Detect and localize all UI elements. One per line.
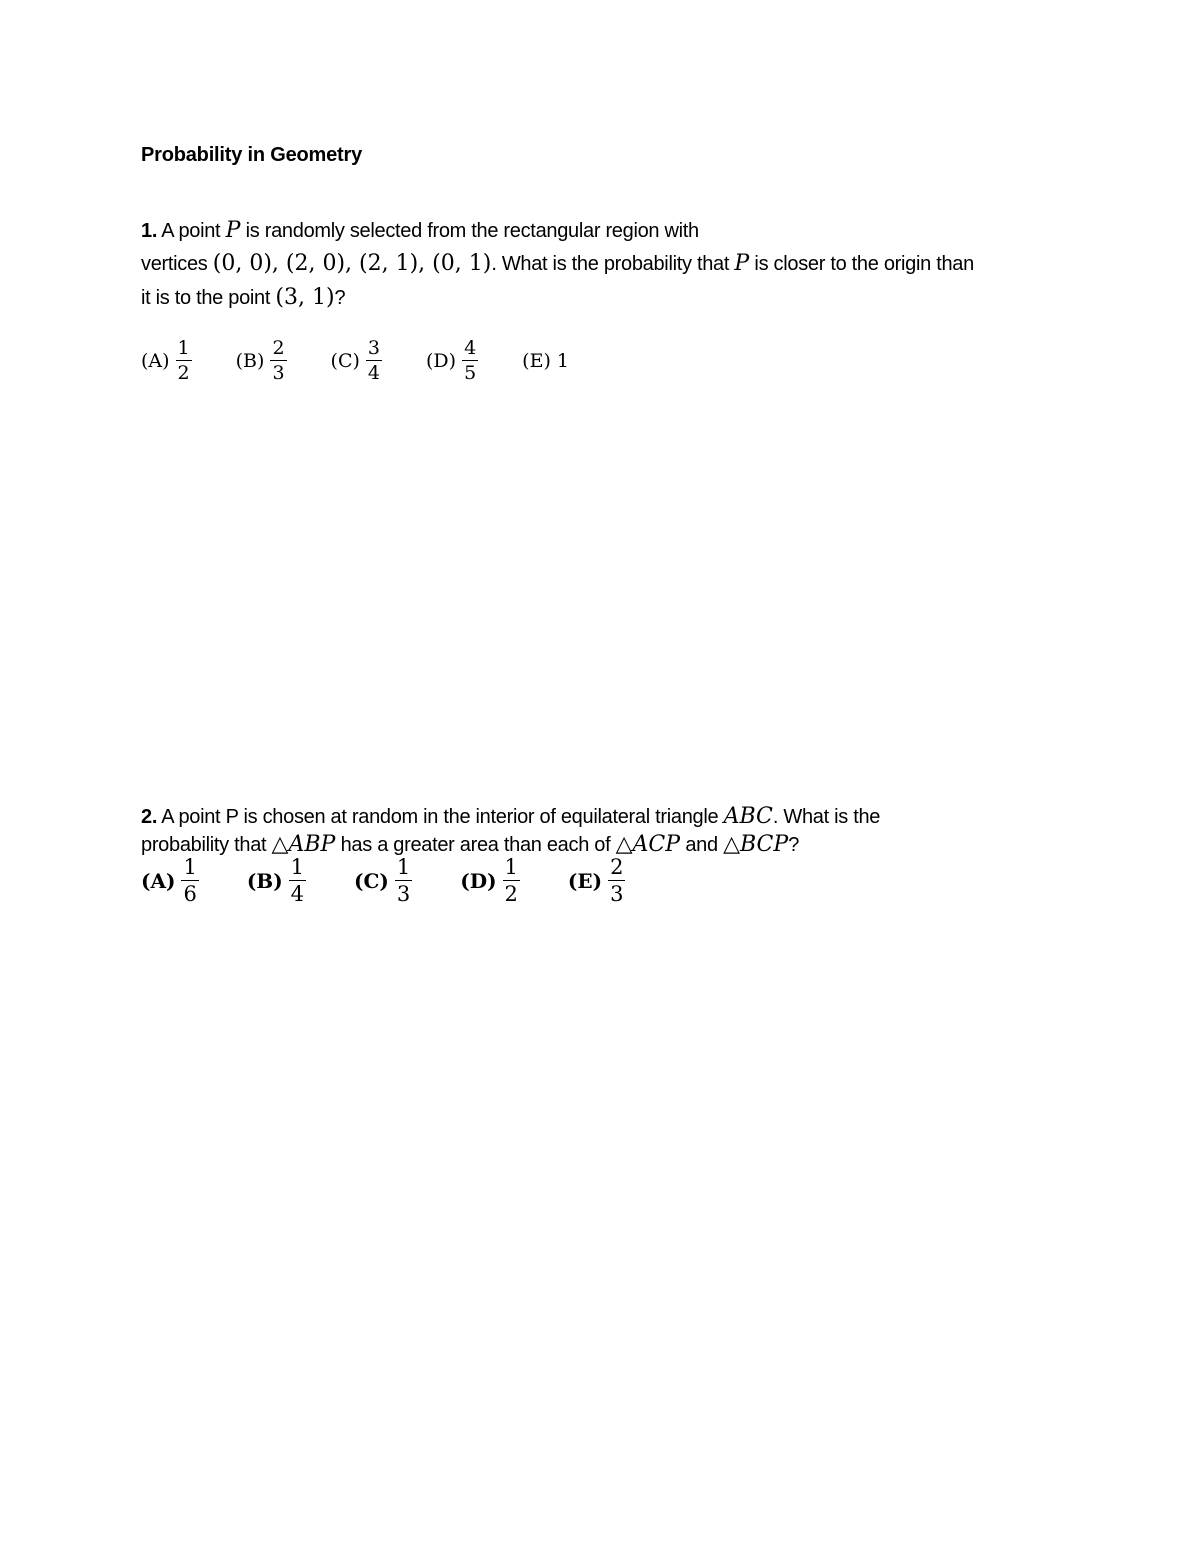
q2-triangle-abc: ABC (723, 804, 773, 829)
q1-text-2b: . What is the probability that (491, 253, 735, 275)
q1-text-2c: is closer to the origin than (749, 253, 974, 275)
q2-choice-d (460, 857, 520, 905)
denominator: 3 (610, 882, 624, 906)
fraction (289, 857, 306, 905)
q1-text-3a: it is to the point (141, 287, 276, 309)
q2-triangle-acp: △ACP (615, 832, 681, 857)
q1-text-3b: ? (334, 287, 346, 309)
q2-choice-c (354, 857, 412, 905)
denominator: 2 (504, 882, 518, 906)
q2-text-2d: ? (788, 834, 800, 856)
page-title: Probability in Geometry (141, 144, 363, 166)
denominator: 2 (177, 362, 190, 384)
q2-line-2 (141, 832, 799, 857)
numerator: 4 (464, 337, 477, 359)
denominator: 4 (367, 362, 380, 384)
fraction (176, 339, 192, 383)
q1-point: (3, 1) (275, 285, 335, 310)
numerator: 2 (272, 337, 285, 359)
q1-choice-a (141, 339, 192, 383)
denominator: 3 (272, 362, 285, 384)
choice-label: (E) (522, 350, 551, 372)
denominator: 6 (183, 882, 197, 906)
choice-label: (A) (141, 869, 176, 893)
denominator: 5 (464, 362, 477, 384)
q2-number: 2. (141, 806, 158, 828)
q1-choice-d (426, 339, 478, 383)
fraction (270, 339, 286, 383)
q1-text-1b: is randomly selected from the rectangular region with (240, 220, 699, 242)
fraction (503, 857, 520, 905)
q2-line-1 (141, 804, 880, 829)
numerator: 1 (177, 337, 190, 359)
choice-label: (D) (426, 350, 457, 372)
q2-text-1b: . What is the (772, 806, 881, 828)
q2-triangle-abp: △ABP (271, 832, 336, 857)
q2-text-2a: probability that (141, 834, 272, 856)
q2-choice-b (247, 857, 306, 905)
q1-vertices: (0, 0), (2, 0), (2, 1), (0, 1) (212, 251, 492, 276)
denominator: 3 (396, 882, 411, 906)
choice-value: 1 (556, 350, 569, 372)
choice-label: (E) (567, 869, 603, 893)
fraction (366, 339, 382, 383)
q2-text-1a: A point P is chosen at random in the interior of equilateral triangle (157, 806, 724, 828)
choice-label: (C) (330, 350, 360, 372)
denominator: 4 (290, 882, 305, 906)
q1-answer-choices (141, 339, 613, 383)
numerator: 1 (290, 855, 305, 879)
choice-label: (B) (246, 869, 283, 893)
q1-choice-b (236, 339, 287, 383)
q1-text-2a: vertices (141, 253, 213, 275)
numerator: 1 (396, 855, 411, 879)
q1-choice-c (331, 339, 382, 383)
q1-number: 1. (141, 220, 158, 242)
fraction (608, 857, 625, 905)
q1-var-p-2: P (734, 251, 750, 276)
numerator: 1 (504, 855, 518, 879)
numerator: 3 (367, 337, 380, 359)
choice-label: (A) (141, 350, 170, 372)
q1-line-1 (141, 218, 699, 243)
fraction (462, 339, 478, 383)
q2-choice-a (141, 857, 199, 905)
q1-line-3 (141, 285, 345, 310)
numerator: 1 (183, 855, 197, 879)
q1-var-p: P (225, 218, 241, 243)
numerator: 2 (610, 855, 624, 879)
q2-text-2b: has a greater area than each of (335, 834, 616, 856)
choice-label: (C) (354, 869, 389, 893)
fraction (395, 857, 412, 905)
q2-triangle-bcp: △BCP (723, 832, 789, 857)
q2-answer-choices (141, 857, 673, 905)
q2-choice-e (568, 857, 626, 905)
q1-line-2 (141, 251, 974, 276)
q1-choice-e (522, 350, 569, 372)
fraction (181, 857, 198, 905)
q1-text-1a: A point (157, 220, 226, 242)
choice-label: (D) (460, 869, 497, 893)
q2-text-2c: and (680, 834, 724, 856)
choice-label: (B) (235, 350, 265, 372)
